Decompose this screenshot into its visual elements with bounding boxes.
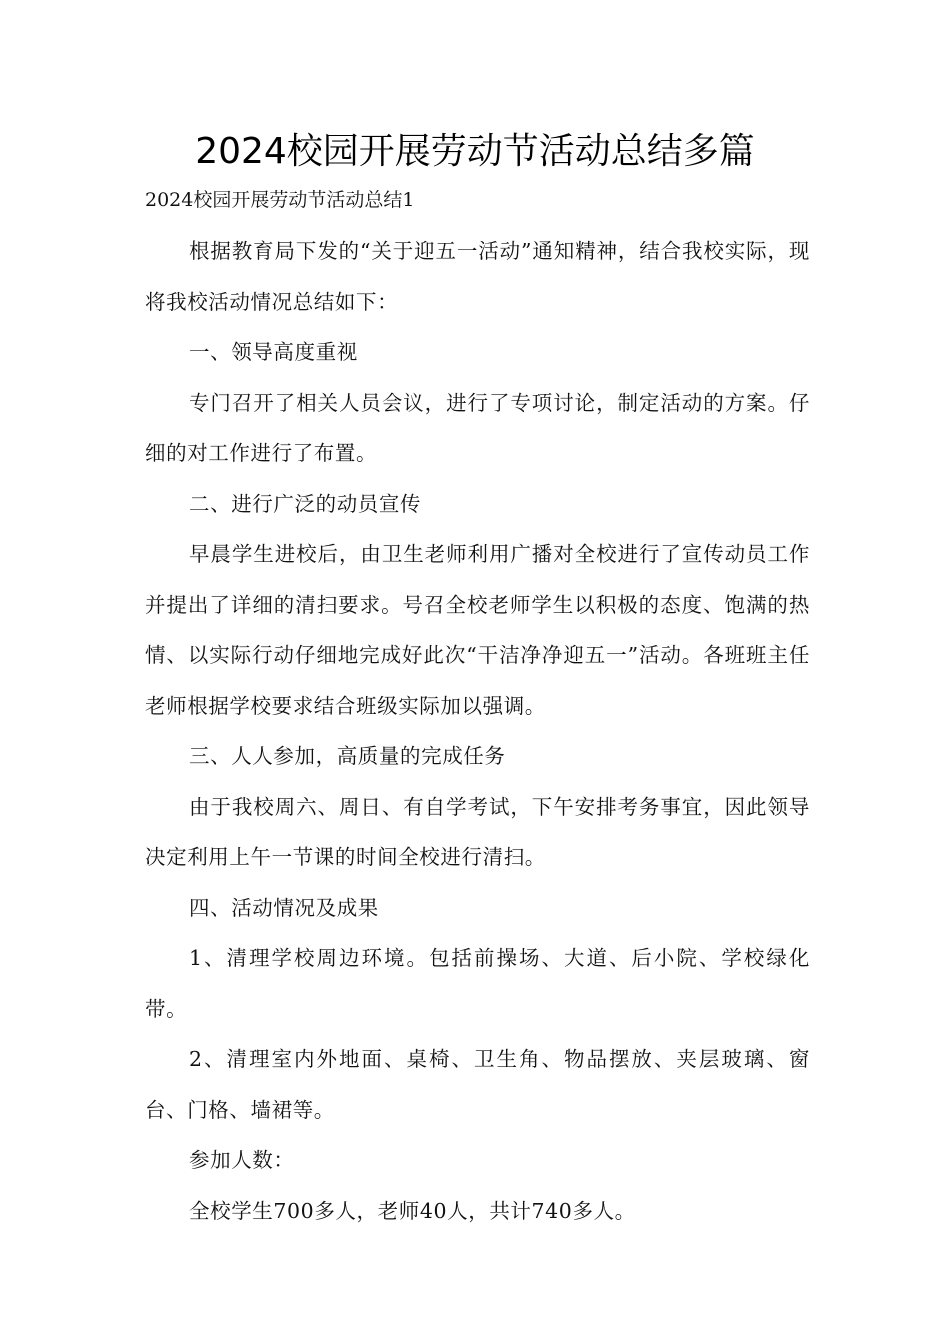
heading-leadership: 一、领导高度重视 [189,340,358,364]
paragraph-intro: 根据教育局下发的“关于迎五一活动”通知精神，结合我校实际，现将我校活动情况总结如下： [145,239,810,314]
heading-results: 四、活动情况及成果 [189,895,379,920]
list-item-indoor: 2、清理室内外地面、桌椅、卫生角、物品摆放、夹层玻璃、窗台、门格、墙裙等。 [145,1047,810,1122]
heading-participation: 三、人人参加，高质量的完成任务 [189,744,506,768]
participants-count: 全校学生700多人，老师40人，共计740多人。 [189,1198,636,1223]
paragraph-broadcast: 早晨学生进校后，由卫生老师利用广播对全校进行了宣传动员工作并提出了详细的清扫要求。号召全校老师学生以积极的态度、饱满的热情、以实际行动仔细地完成好此次“干洁净净迎五一”活动。各班班主任老师根据学校要求结合班级实际加以强调。 [145,542,810,718]
paragraph-schedule: 由于我校周六、周日、有自学考试，下午安排考务事宜，因此领导决定利用上午一节课的时间全校进行清扫。 [145,794,810,869]
list-item-environment: 1、清理学校周边环境。包括前操场、大道、后小院、学校绿化带。 [145,946,810,1021]
heading-mobilization: 二、进行广泛的动员宣传 [189,491,422,516]
section-subtitle: 2024校园开展劳动节活动总结1 [145,189,415,211]
document-title: 2024校园开展劳动节活动总结多篇 [195,131,755,172]
participants-label: 参加人数： [189,1148,295,1172]
paragraph-meeting: 专门召开了相关人员会议，进行了专项讨论，制定活动的方案。仔细的对工作进行了布置。 [145,390,810,465]
document-body [145,226,810,1236]
